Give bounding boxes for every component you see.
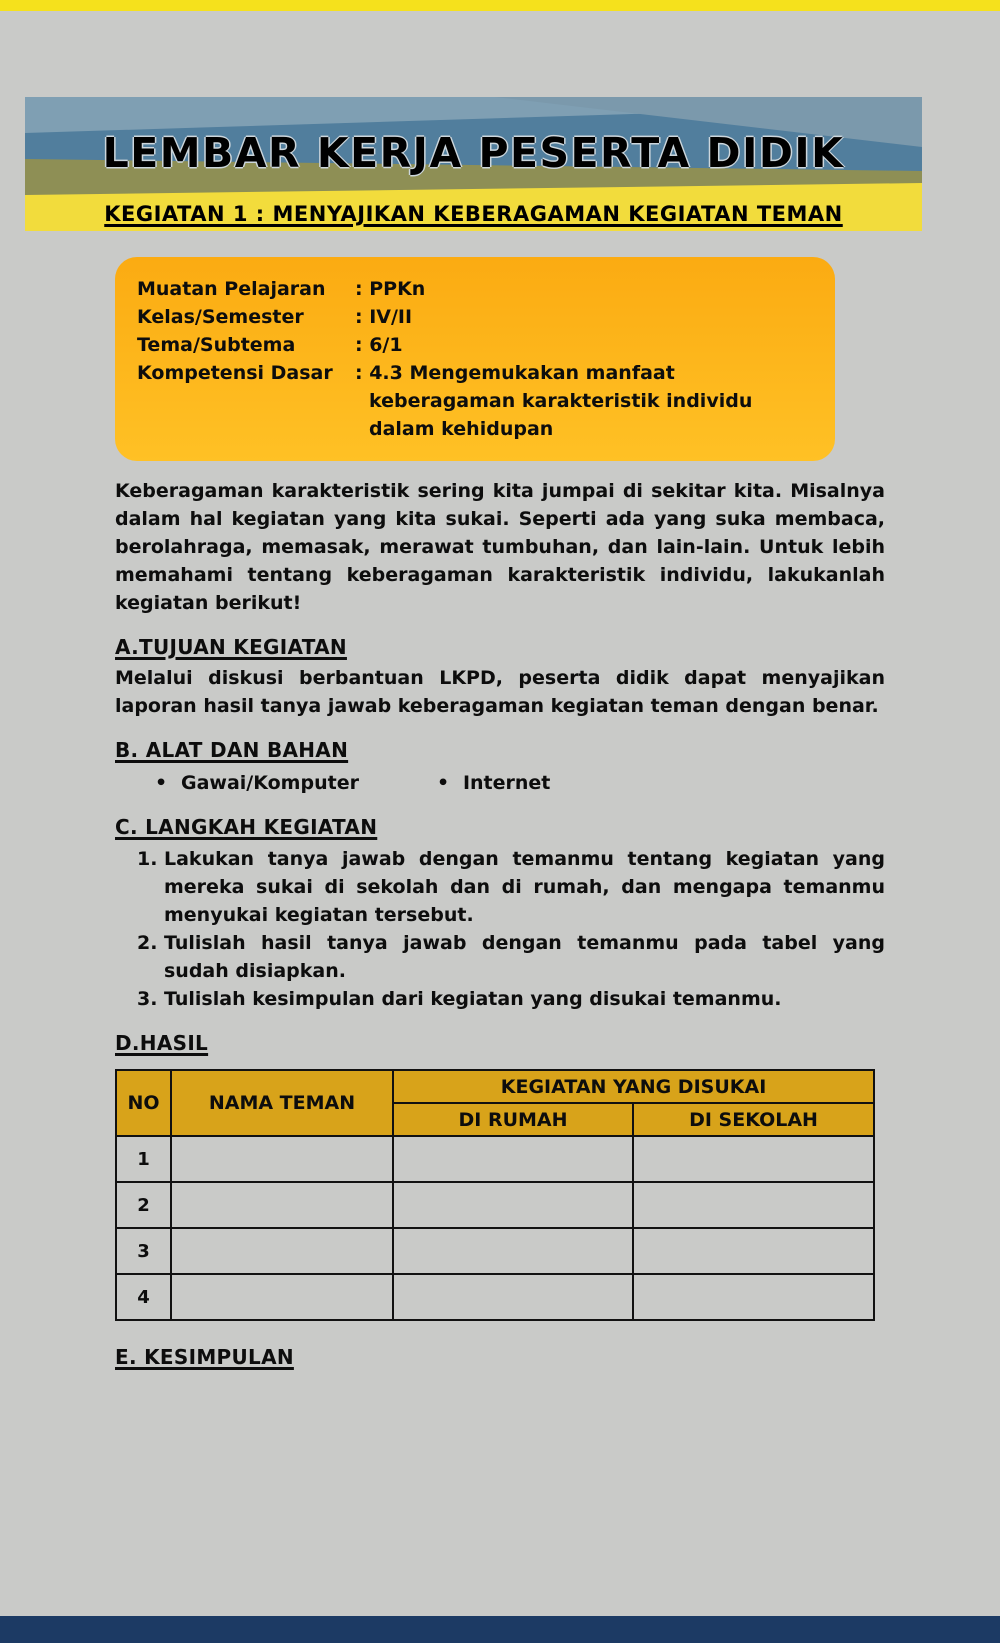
info-label: Kompetensi Dasar: [137, 362, 333, 384]
row-number: 2: [116, 1182, 171, 1228]
step-text: Lakukan tanya jawab dengan temanmu tentang kegiatan yang mereka sukai di sekolah dan di rumah, dan mengapa temanmu menyukai kegiatan tersebut.: [164, 848, 885, 926]
kesimpulan-answer-area[interactable]: [115, 1369, 885, 1599]
info-row: [137, 359, 813, 443]
answer-cell-rumah[interactable]: [393, 1228, 633, 1274]
header-banner: [25, 97, 922, 231]
top-strip: [0, 0, 1000, 11]
answer-cell-nama[interactable]: [171, 1182, 393, 1228]
step-item: [137, 929, 885, 985]
info-value: : 6/1: [355, 334, 403, 356]
section-b-heading: B. ALAT DAN BAHAN: [115, 738, 349, 762]
answer-cell-nama[interactable]: [171, 1228, 393, 1274]
answer-cell-nama[interactable]: [171, 1136, 393, 1182]
list-item: [437, 769, 550, 797]
col-header-no: NO: [116, 1070, 171, 1136]
section-e-heading: E. KESIMPULAN: [115, 1345, 294, 1369]
info-row: [137, 331, 813, 359]
footer-bar: [0, 1616, 1000, 1643]
answer-cell-rumah[interactable]: [393, 1136, 633, 1182]
answer-cell-sekolah[interactable]: [633, 1274, 874, 1320]
step-text: Tulislah kesimpulan dari kegiatan yang disukai temanmu.: [164, 988, 782, 1010]
info-row: [137, 303, 813, 331]
hasil-table-wrap: [115, 1069, 885, 1321]
table-row: [116, 1136, 874, 1182]
table-row: [116, 1274, 874, 1320]
step-item: [137, 845, 885, 929]
col-header-rumah: DI RUMAH: [393, 1103, 633, 1136]
col-header-nama: NAMA TEMAN: [171, 1070, 393, 1136]
worksheet-title: LEMBAR KERJA PESERTA DIDIK: [102, 129, 845, 177]
section-a-body: Melalui diskusi berbantuan LKPD, peserta didik dapat menyajikan laporan hasil tanya jawab keberagaman kegiatan teman dengan benar.: [115, 667, 885, 717]
section-a-heading: A.TUJUAN KEGIATAN: [115, 635, 347, 659]
step-number: 1.: [137, 848, 158, 870]
worksheet-content: [115, 257, 885, 1599]
step-number: 3.: [137, 988, 158, 1010]
tool-label: • Internet: [462, 772, 551, 794]
step-item: [137, 985, 885, 1013]
langkah-steps: [115, 845, 885, 1013]
answer-cell-sekolah[interactable]: [633, 1136, 874, 1182]
answer-cell-sekolah[interactable]: [633, 1182, 874, 1228]
col-header-sekolah: DI SEKOLAH: [633, 1103, 874, 1136]
info-label: Kelas/Semester: [137, 306, 304, 328]
row-number: 1: [116, 1136, 171, 1182]
step-text: Tulislah hasil tanya jawab dengan temanmu pada tabel yang sudah disiapkan.: [164, 932, 885, 982]
tool-label: • Gawai/Komputer: [181, 772, 359, 794]
answer-cell-sekolah[interactable]: [633, 1228, 874, 1274]
tools-list: [115, 769, 885, 797]
table-row: [116, 1182, 874, 1228]
answer-cell-nama[interactable]: [171, 1274, 393, 1320]
info-value: : IV/II: [355, 306, 413, 328]
section-d-heading: D.HASIL: [115, 1031, 209, 1055]
hasil-table: [115, 1069, 875, 1321]
table-row: [116, 1228, 874, 1274]
info-label: Tema/Subtema: [137, 334, 296, 356]
answer-cell-rumah[interactable]: [393, 1182, 633, 1228]
activity-subtitle: KEGIATAN 1 : MENYAJIKAN KEBERAGAMAN KEGIATAN TEMAN: [104, 202, 843, 226]
col-header-kegiatan: KEGIATAN YANG DISUKAI: [393, 1070, 874, 1103]
info-value: : 4.3 Mengemukakan manfaat keberagaman karakteristik individu dalam kehidupan: [355, 362, 753, 440]
info-row: [137, 275, 813, 303]
lesson-info-box: [115, 257, 835, 461]
row-number: 3: [116, 1228, 171, 1274]
answer-cell-rumah[interactable]: [393, 1274, 633, 1320]
info-value: : PPKn: [355, 278, 426, 300]
table-header-row: [116, 1070, 874, 1103]
step-number: 2.: [137, 932, 158, 954]
intro-paragraph: Keberagaman karakteristik sering kita jumpai di sekitar kita. Misalnya dalam hal kegiatan yang kita sukai. Seperti ada yang suka membaca, berolahraga, memasak, merawat tumbuhan, dan lain-lain. Untuk lebih memahami tentang keberagaman karakteristik individu, lakukanlah kegiatan berikut!: [115, 480, 885, 614]
section-c-heading: C. LANGKAH KEGIATAN: [115, 815, 378, 839]
list-item: [155, 769, 359, 797]
info-label: Muatan Pelajaran: [137, 278, 326, 300]
row-number: 4: [116, 1274, 171, 1320]
